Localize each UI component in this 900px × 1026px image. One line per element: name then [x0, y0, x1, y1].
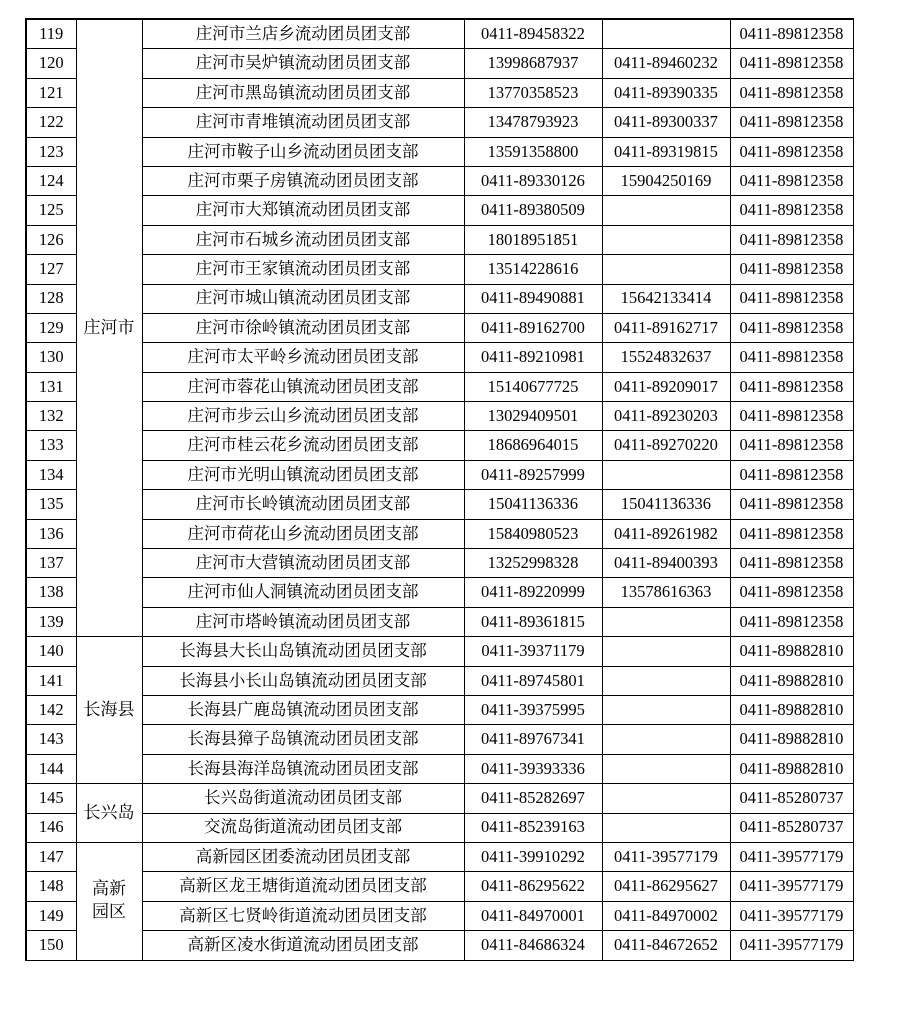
row-number-cell: 145 [26, 784, 76, 813]
row-number-cell: 137 [26, 549, 76, 578]
phone-1-cell: 0411-89490881 [464, 284, 602, 313]
phone-1-cell: 0411-89767341 [464, 725, 602, 754]
phone-3-cell: 0411-89882810 [730, 695, 853, 724]
phone-2-cell: 15904250169 [602, 166, 730, 195]
phone-3-cell: 0411-89812358 [730, 313, 853, 342]
phone-3-cell: 0411-89882810 [730, 637, 853, 666]
branch-name-cell: 庄河市蓉花山镇流动团员团支部 [142, 372, 464, 401]
phone-2-cell: 0411-89390335 [602, 78, 730, 107]
row-number-cell: 136 [26, 519, 76, 548]
row-number-cell: 150 [26, 931, 76, 960]
phone-1-cell: 0411-39910292 [464, 842, 602, 871]
phone-1-cell: 13252998328 [464, 549, 602, 578]
phone-3-cell: 0411-89812358 [730, 372, 853, 401]
phone-3-cell: 0411-39577179 [730, 842, 853, 871]
phone-1-cell: 18686964015 [464, 431, 602, 460]
phone-1-cell: 18018951851 [464, 225, 602, 254]
table-row [26, 284, 853, 313]
phone-1-cell: 0411-89745801 [464, 666, 602, 695]
phone-1-cell: 13514228616 [464, 255, 602, 284]
phone-2-cell [602, 637, 730, 666]
branch-name-cell: 长兴岛街道流动团员团支部 [142, 784, 464, 813]
phone-3-cell: 0411-89812358 [730, 490, 853, 519]
row-number-cell: 131 [26, 372, 76, 401]
phone-3-cell: 0411-89812358 [730, 137, 853, 166]
region-cell: 长海县 [76, 637, 142, 784]
branch-name-cell: 庄河市太平岭乡流动团员团支部 [142, 343, 464, 372]
table-row [26, 108, 853, 137]
phone-1-cell: 15840980523 [464, 519, 602, 548]
phone-2-cell: 15642133414 [602, 284, 730, 313]
phone-2-cell: 0411-89400393 [602, 549, 730, 578]
phone-3-cell: 0411-89882810 [730, 666, 853, 695]
phone-2-cell [602, 607, 730, 636]
phone-1-cell: 0411-86295622 [464, 872, 602, 901]
row-number-cell: 128 [26, 284, 76, 313]
row-number-cell: 125 [26, 196, 76, 225]
row-number-cell: 123 [26, 137, 76, 166]
phone-2-cell: 0411-84672652 [602, 931, 730, 960]
row-number-cell: 141 [26, 666, 76, 695]
phone-2-cell [602, 784, 730, 813]
phone-3-cell: 0411-89812358 [730, 519, 853, 548]
table-row [26, 578, 853, 607]
phone-2-cell [602, 196, 730, 225]
branch-name-cell: 庄河市青堆镇流动团员团支部 [142, 108, 464, 137]
phone-3-cell: 0411-85280737 [730, 813, 853, 842]
phone-3-cell: 0411-89812358 [730, 19, 853, 49]
branch-name-cell: 庄河市吴炉镇流动团员团支部 [142, 49, 464, 78]
branch-name-cell: 庄河市荷花山乡流动团员团支部 [142, 519, 464, 548]
row-number-cell: 134 [26, 460, 76, 489]
table-row [26, 166, 853, 195]
phone-2-cell: 15524832637 [602, 343, 730, 372]
phone-1-cell: 0411-85282697 [464, 784, 602, 813]
row-number-cell: 130 [26, 343, 76, 372]
table-row [26, 49, 853, 78]
phone-2-cell [602, 460, 730, 489]
phone-1-cell: 0411-39371179 [464, 637, 602, 666]
phone-2-cell: 0411-89300337 [602, 108, 730, 137]
phone-1-cell: 0411-39375995 [464, 695, 602, 724]
phone-3-cell: 0411-89812358 [730, 49, 853, 78]
phone-2-cell: 0411-39577179 [602, 842, 730, 871]
table-row [26, 137, 853, 166]
table-row [26, 813, 853, 842]
phone-2-cell [602, 754, 730, 783]
region-cell: 高新园区 [76, 842, 142, 960]
branch-name-cell: 交流岛街道流动团员团支部 [142, 813, 464, 842]
phone-1-cell: 0411-89380509 [464, 196, 602, 225]
phone-1-cell: 0411-89210981 [464, 343, 602, 372]
branch-name-cell: 庄河市黑岛镇流动团员团支部 [142, 78, 464, 107]
phone-1-cell: 0411-89220999 [464, 578, 602, 607]
table-row [26, 519, 853, 548]
phone-2-cell [602, 225, 730, 254]
phone-2-cell [602, 725, 730, 754]
phone-1-cell: 15140677725 [464, 372, 602, 401]
table-row [26, 402, 853, 431]
phone-2-cell: 13578616363 [602, 578, 730, 607]
phone-2-cell: 0411-89230203 [602, 402, 730, 431]
row-number-cell: 140 [26, 637, 76, 666]
row-number-cell: 122 [26, 108, 76, 137]
row-number-cell: 138 [26, 578, 76, 607]
branch-name-cell: 庄河市仙人洞镇流动团员团支部 [142, 578, 464, 607]
phone-1-cell: 13770358523 [464, 78, 602, 107]
row-number-cell: 147 [26, 842, 76, 871]
table-row [26, 607, 853, 636]
phone-3-cell: 0411-89882810 [730, 725, 853, 754]
table-row [26, 784, 853, 813]
branch-name-cell: 庄河市兰店乡流动团员团支部 [142, 19, 464, 49]
phone-3-cell: 0411-89882810 [730, 754, 853, 783]
branch-name-cell: 庄河市大营镇流动团员团支部 [142, 549, 464, 578]
phone-1-cell: 0411-89330126 [464, 166, 602, 195]
table-row [26, 255, 853, 284]
region-cell: 长兴岛 [76, 784, 142, 843]
phone-3-cell: 0411-89812358 [730, 460, 853, 489]
table-row [26, 549, 853, 578]
table-row [26, 343, 853, 372]
branch-name-cell: 高新区龙王塘街道流动团员团支部 [142, 872, 464, 901]
phone-3-cell: 0411-89812358 [730, 255, 853, 284]
row-number-cell: 148 [26, 872, 76, 901]
table-row [26, 490, 853, 519]
region-cell: 庄河市 [76, 19, 142, 637]
phone-2-cell: 0411-89270220 [602, 431, 730, 460]
row-number-cell: 139 [26, 607, 76, 636]
table-row [26, 225, 853, 254]
row-number-cell: 132 [26, 402, 76, 431]
phone-1-cell: 13029409501 [464, 402, 602, 431]
phone-2-cell: 0411-86295627 [602, 872, 730, 901]
table-row [26, 931, 853, 960]
phone-3-cell: 0411-89812358 [730, 607, 853, 636]
table-row [26, 460, 853, 489]
phone-1-cell: 13591358800 [464, 137, 602, 166]
row-number-cell: 143 [26, 725, 76, 754]
phone-3-cell: 0411-39577179 [730, 931, 853, 960]
phone-3-cell: 0411-89812358 [730, 196, 853, 225]
row-number-cell: 144 [26, 754, 76, 783]
branch-name-cell: 长海县獐子岛镇流动团员团支部 [142, 725, 464, 754]
phone-1-cell: 13478793923 [464, 108, 602, 137]
phone-1-cell: 0411-84686324 [464, 931, 602, 960]
row-number-cell: 124 [26, 166, 76, 195]
row-number-cell: 135 [26, 490, 76, 519]
phone-3-cell: 0411-89812358 [730, 108, 853, 137]
table-row [26, 872, 853, 901]
branch-name-cell: 高新区凌水街道流动团员团支部 [142, 931, 464, 960]
phone-2-cell [602, 255, 730, 284]
table-row [26, 842, 853, 871]
table-row [26, 313, 853, 342]
contact-table-body [26, 19, 853, 960]
phone-2-cell [602, 666, 730, 695]
phone-3-cell: 0411-85280737 [730, 784, 853, 813]
table-row [26, 901, 853, 930]
phone-1-cell: 13998687937 [464, 49, 602, 78]
branch-name-cell: 庄河市步云山乡流动团员团支部 [142, 402, 464, 431]
phone-2-cell: 0411-84970002 [602, 901, 730, 930]
branch-name-cell: 长海县小长山岛镇流动团员团支部 [142, 666, 464, 695]
phone-2-cell: 0411-89261982 [602, 519, 730, 548]
contact-table [25, 18, 854, 961]
row-number-cell: 127 [26, 255, 76, 284]
phone-2-cell: 0411-89460232 [602, 49, 730, 78]
branch-name-cell: 高新区七贤岭街道流动团员团支部 [142, 901, 464, 930]
phone-3-cell: 0411-89812358 [730, 78, 853, 107]
branch-name-cell: 高新园区团委流动团员团支部 [142, 842, 464, 871]
row-number-cell: 149 [26, 901, 76, 930]
phone-1-cell: 0411-89162700 [464, 313, 602, 342]
table-row [26, 431, 853, 460]
branch-name-cell: 庄河市徐岭镇流动团员团支部 [142, 313, 464, 342]
phone-1-cell: 0411-89458322 [464, 19, 602, 49]
phone-3-cell: 0411-89812358 [730, 284, 853, 313]
branch-name-cell: 庄河市长岭镇流动团员团支部 [142, 490, 464, 519]
table-row [26, 19, 853, 49]
table-row [26, 754, 853, 783]
branch-name-cell: 庄河市栗子房镇流动团员团支部 [142, 166, 464, 195]
phone-2-cell [602, 695, 730, 724]
table-row [26, 666, 853, 695]
phone-3-cell: 0411-89812358 [730, 402, 853, 431]
branch-name-cell: 庄河市光明山镇流动团员团支部 [142, 460, 464, 489]
phone-3-cell: 0411-89812358 [730, 578, 853, 607]
phone-1-cell: 15041136336 [464, 490, 602, 519]
branch-name-cell: 长海县广鹿岛镇流动团员团支部 [142, 695, 464, 724]
phone-1-cell: 0411-39393336 [464, 754, 602, 783]
phone-3-cell: 0411-89812358 [730, 549, 853, 578]
phone-3-cell: 0411-89812358 [730, 343, 853, 372]
phone-3-cell: 0411-39577179 [730, 901, 853, 930]
row-number-cell: 133 [26, 431, 76, 460]
row-number-cell: 146 [26, 813, 76, 842]
phone-3-cell: 0411-89812358 [730, 166, 853, 195]
row-number-cell: 126 [26, 225, 76, 254]
table-row [26, 372, 853, 401]
branch-name-cell: 庄河市大郑镇流动团员团支部 [142, 196, 464, 225]
branch-name-cell: 庄河市城山镇流动团员团支部 [142, 284, 464, 313]
row-number-cell: 119 [26, 19, 76, 49]
row-number-cell: 121 [26, 78, 76, 107]
phone-1-cell: 0411-85239163 [464, 813, 602, 842]
phone-2-cell: 0411-89162717 [602, 313, 730, 342]
table-row [26, 725, 853, 754]
row-number-cell: 129 [26, 313, 76, 342]
branch-name-cell: 庄河市石城乡流动团员团支部 [142, 225, 464, 254]
branch-name-cell: 长海县海洋岛镇流动团员团支部 [142, 754, 464, 783]
table-row [26, 196, 853, 225]
phone-1-cell: 0411-89257999 [464, 460, 602, 489]
table-row [26, 695, 853, 724]
table-row [26, 637, 853, 666]
phone-2-cell: 15041136336 [602, 490, 730, 519]
phone-2-cell [602, 19, 730, 49]
phone-2-cell: 0411-89209017 [602, 372, 730, 401]
table-row [26, 78, 853, 107]
branch-name-cell: 庄河市塔岭镇流动团员团支部 [142, 607, 464, 636]
branch-name-cell: 庄河市王家镇流动团员团支部 [142, 255, 464, 284]
branch-name-cell: 庄河市鞍子山乡流动团员团支部 [142, 137, 464, 166]
phone-3-cell: 0411-89812358 [730, 431, 853, 460]
row-number-cell: 142 [26, 695, 76, 724]
branch-name-cell: 庄河市桂云花乡流动团员团支部 [142, 431, 464, 460]
phone-3-cell: 0411-89812358 [730, 225, 853, 254]
phone-1-cell: 0411-84970001 [464, 901, 602, 930]
phone-2-cell: 0411-89319815 [602, 137, 730, 166]
phone-1-cell: 0411-89361815 [464, 607, 602, 636]
phone-3-cell: 0411-39577179 [730, 872, 853, 901]
phone-2-cell [602, 813, 730, 842]
row-number-cell: 120 [26, 49, 76, 78]
branch-name-cell: 长海县大长山岛镇流动团员团支部 [142, 637, 464, 666]
